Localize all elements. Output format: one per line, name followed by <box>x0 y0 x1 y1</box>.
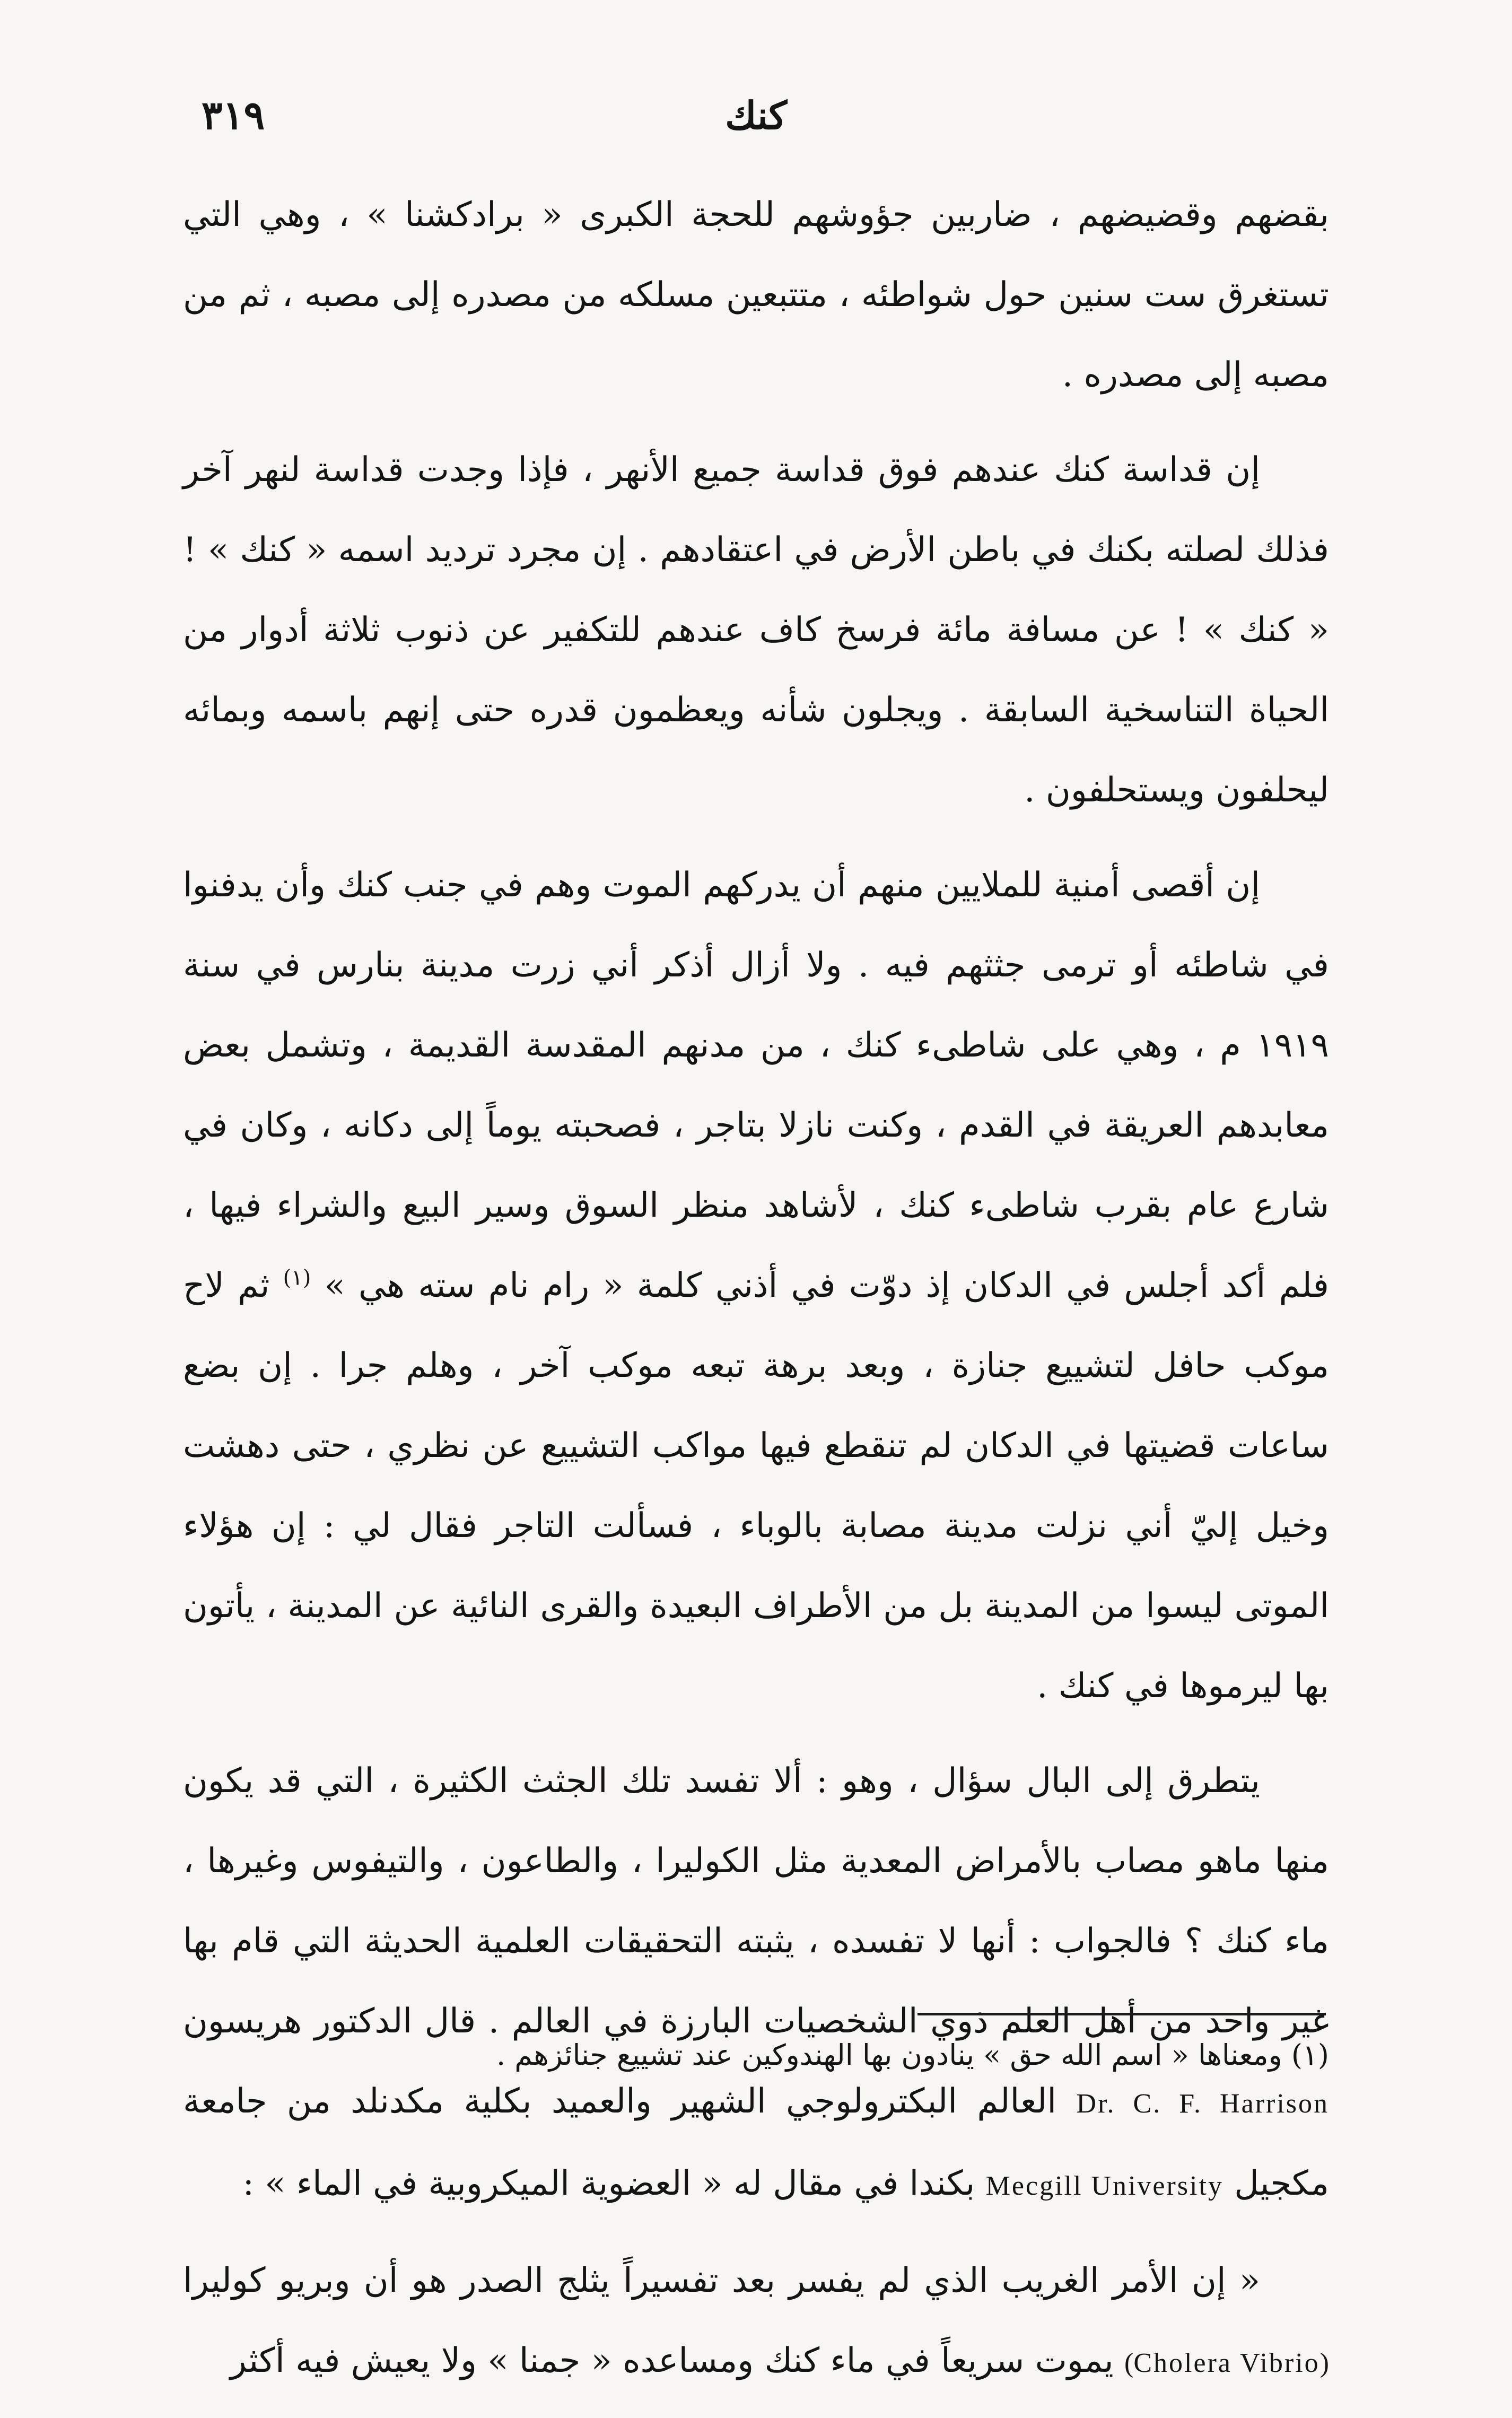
paragraph-3-text-a: إن أقصى أمنية للملايين منهم أن يدركهم الموت وهم في جنب كنك وأن يدفنوا في شاطئه أو ترمى جثثهم فيه . ولا أزال أذكر أني زرت مدينة بنارس في سنة ١٩١٩ م ، وهي على شاطىء كنك ، من مدنهم المقدسة القديمة ، وتشمل بعض معابدهم العريقة في القدم ، وكنت نازلا بتاجر ، فصحبته يوماً إلى دكانه ، وكان في شارع عام بقرب شاطىء كنك ، لأشاهد منظر السوق وسير البيع والشراء فيها ، فلم أكد أجلس في الدكان إذ دوّت في أذني كلمة « رام نام سته هي » <box>183 866 1330 1305</box>
page-number: ٣١٩ <box>202 93 265 138</box>
paragraph-4 <box>183 1741 1329 2226</box>
footnote-divider <box>917 2013 1326 2015</box>
body-text <box>183 175 1329 2418</box>
paragraph-5 <box>183 2241 1329 2403</box>
footnote: (١) ومعناها « اسم الله حق » ينادون بها الهندوكين عند تشييع جنائزهم . <box>496 2038 1329 2072</box>
latin-name-university: Mecgill University <box>985 2171 1223 2201</box>
paragraph-3-text-b: ثم لاح موكب حافل لتشييع جنازة ، وبعد برهة تبعه موكب آخر ، وهلم جرا . إن بضع ساعات قضيتها في الدكان لم تنقطع فيها مواكب التشييع عن نظري ، حتى دهشت وخيل إليّ أني نزلت مدينة مصابة بالوباء ، فسألت التاجر فقال لي : إن هؤلاء الموتى ليسوا من المدينة بل من الأطراف البعيدة والقرى النائية عن المدينة ، يأتون بها ليرموها في كنك . <box>183 1266 1330 1706</box>
paragraph-3 <box>183 845 1329 1726</box>
latin-name-harrison: Dr. C. F. Harrison <box>1076 2089 1330 2119</box>
paragraph-4-text-b: العالم البكترولوجي الشهير والعميد بكلية مكدنلد من جامعة مكجيل <box>183 2082 1329 2203</box>
latin-term-cholera-vibrio: (Cholera Vibrio) <box>1124 2348 1329 2378</box>
paragraph-5-text-b: يموت سريعاً في ماء كنك ومساعده « جمنا » ولا يعيش فيه أكثر <box>230 2341 1125 2380</box>
footnote-reference-mark: (١) <box>283 1265 311 1290</box>
running-title: كنك <box>725 93 787 138</box>
paragraph-1: بقضهم وقضيضهم ، ضاربين جؤوشهم للحجة الكبرى « برادكشنا » ، وهي التي تستغرق ست سنين حول شواطئه ، متتبعين مسلكه من مصدره إلى مصبه ، ثم من مصبه إلى مصدره . <box>183 195 1329 395</box>
paragraph-2: إن قداسة كنك عندهم فوق قداسة جميع الأنهر ، فإذا وجدت قداسة لنهر آخر فذلك لصلته بكنك في باطن الأرض في اعتقادهم . إن مجرد ترديد اسمه « كنك » ! « كنك » ! عن مسافة مائة فرسخ كاف عندهم للتكفير عن ذنوب ثلاثة أدوار من الحياة التناسخية السابقة . ويجلون شأنه ويعظمون قدره حتى إنهم باسمه وبمائه ليحلفون ويستحلفون . <box>183 450 1329 810</box>
paragraph-5-text-a: « إن الأمر الغريب الذي لم يفسر بعد تفسيراً يثلج الصدر هو أن وبريو كوليرا <box>183 2261 1261 2300</box>
paragraph-4-text-a: يتطرق إلى البال سؤال ، وهو : ألا تفسد تلك الجثث الكثيرة ، التي قد يكون منها ماهو مصاب بالأمراض المعدية مثل الكوليرا ، والطاعون ، والتيفوس وغيرها ، ماء كنك ؟ فالجواب : أنها لا تفسده ، يثبته التحقيقات العلمية الحديثة التي قام بها غير واحد من أهل العلم ذوي الشخصيات البارزة في العالم . قال الدكتور هريسون <box>183 1761 1329 2041</box>
page-header <box>180 93 1332 151</box>
paragraph-4-text-c: بكندا في مقال له « العضوية الميكروبية في الماء » : <box>242 2164 986 2203</box>
